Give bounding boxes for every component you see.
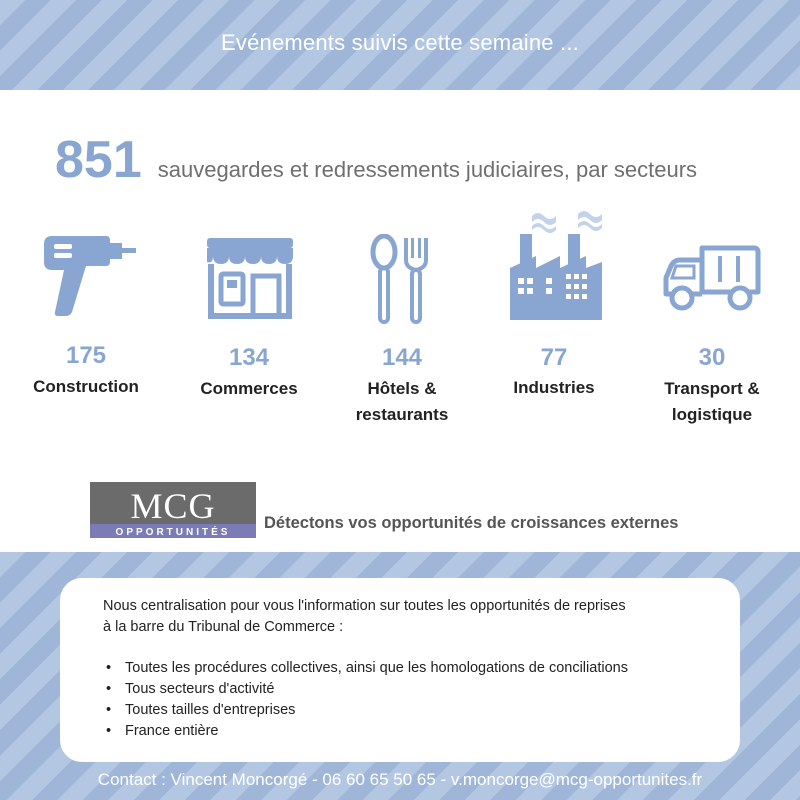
info-intro-line2: à la barre du Tribunal de Commerce :	[103, 619, 344, 635]
info-card	[60, 578, 740, 762]
mcg-logo	[90, 482, 256, 538]
total-description: sauvegardes et redressements judiciaires, par secteurs	[157, 157, 698, 182]
sector-label-line2: logistique	[671, 405, 753, 424]
list-item: • Toutes tailles d'entreprises	[103, 700, 700, 721]
list-item: • Tous secteurs d'activité	[103, 679, 700, 700]
sector-count: 175	[65, 342, 107, 369]
total-count: 851	[55, 131, 142, 189]
sector-industries	[474, 208, 634, 428]
header-band	[0, 0, 800, 90]
headline	[55, 130, 697, 190]
info-bullet-list	[103, 658, 700, 742]
sector-label: Hôtels &	[367, 379, 437, 398]
logo-sub-text: OPPORTUNITÉS	[115, 527, 231, 538]
page-title: Evénements suivis cette semaine ...	[221, 30, 579, 55]
sector-label-line2: restaurants	[355, 405, 449, 424]
sector-transport	[632, 230, 792, 430]
logo-main-text: MCG	[130, 486, 216, 526]
info-intro-line1: Nous centralisation pour vous l'information sur toutes les opportunités de reprises	[103, 598, 626, 614]
list-item: • Toutes les procédures collectives, ainsi que les homologations de conciliations	[103, 658, 700, 679]
sector-construction	[6, 230, 166, 430]
sector-commerces	[169, 230, 329, 430]
shop-icon	[203, 234, 297, 325]
sector-hotels-restaurants	[322, 230, 482, 430]
contact-line: Contact : Vincent Moncorgé - 06 60 65 50 65 - v.moncorge@mcg-opportunites.fr	[97, 770, 703, 789]
main-panel	[0, 90, 800, 552]
sector-count: 144	[381, 344, 423, 371]
sector-count: 134	[228, 344, 270, 371]
sector-count: 30	[698, 344, 726, 371]
sector-label: Transport &	[664, 379, 760, 398]
factory-icon	[506, 208, 606, 327]
brand-tagline: Détectons vos opportunités de croissances externes	[264, 514, 679, 532]
sector-label: Commerces	[200, 379, 298, 398]
sector-label: Construction	[33, 377, 139, 396]
drill-icon	[36, 230, 136, 325]
sector-label: Industries	[513, 378, 595, 397]
sector-count: 77	[540, 344, 568, 371]
truck-icon	[662, 238, 762, 323]
fork-spoon-icon	[370, 234, 434, 329]
list-item: • France entière	[103, 721, 700, 742]
